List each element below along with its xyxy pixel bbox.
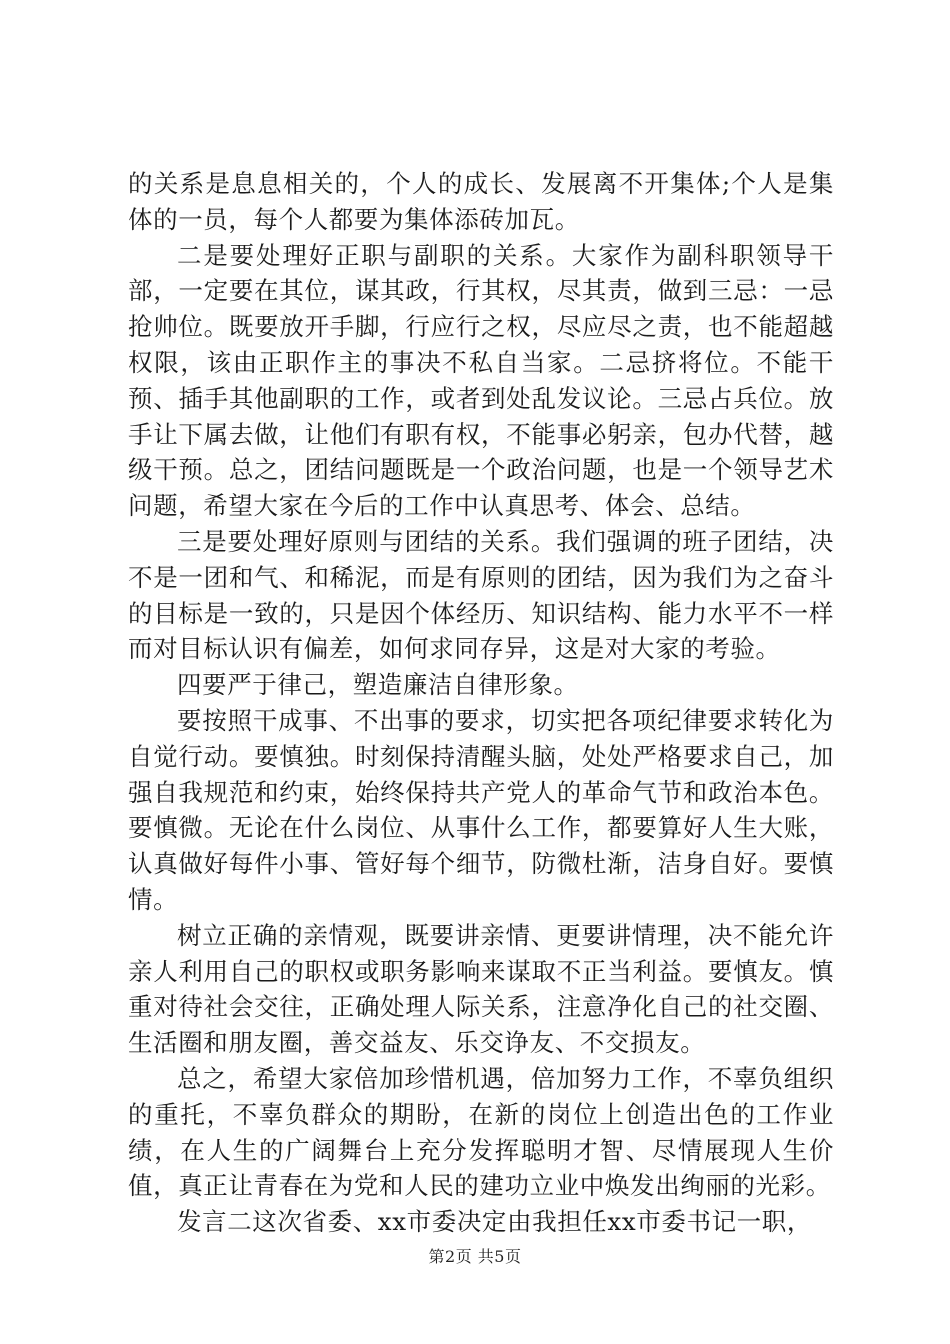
paragraph-discipline-requirements: 要按照干成事、不出事的要求，切实把各项纪律要求转化为自觉行动。要慎独。时刻保持清醒头脑，处处严格要求自己，加强自我规范和约束，始终保持共产党人的革命气节和政治本色。要慎微。无论在什么岗位、从事什么工作，都要算好人生大账，认真做好每件小事、管好每个细节，防微杜渐，洁身自好。要慎情。 [128, 705, 834, 914]
paragraph-conclusion: 总之，希望大家倍加珍惜机遇，倍加努力工作，不辜负组织的重托，不辜负群众的期盼，在新的岗位上创造出色的工作业绩，在人生的广阔舞台上充分发挥聪明才智、尽情展现人生价值，真正让青春在为党和人民的建功立业中焕发出绚丽的光彩。 [128, 1063, 834, 1201]
paragraph-family-friends: 树立正确的亲情观，既要讲亲情、更要讲情理，决不能允许亲人利用自己的职权或职务影响来谋取不正当利益。要慎友。慎重对待社会交往，正确处理人际关系，注意净化自己的社交圈、生活圈和朋友圈，善交益友、乐交诤友、不交损友。 [128, 920, 834, 1058]
paragraph-self-discipline-heading: 四要严于律己，塑造廉洁自律形象。 [177, 670, 579, 700]
paragraph-principle-unity: 三是要处理好原则与团结的关系。我们强调的班子团结，决不是一团和气、和稀泥，而是有原则的团结，因为我们为之奋斗的目标是一致的，只是因个体经历、知识结构、能力水平不一样而对目标认识有偏差，如何求同存异，这是对大家的考验。 [128, 526, 834, 664]
paragraph-speech-two: 发言二这次省委、xx市委决定由我担任xx市委书记一职， [177, 1207, 812, 1237]
page-number-footer: 第2页 共5页 [428, 1247, 522, 1266]
paragraph-deputy-relationship: 二是要处理好正职与副职的关系。大家作为副科职领导干部，一定要在其位，谋其政，行其权，尽其责，做到三忌：一忌抢帅位。既要放开手脚，行应行之权，尽应尽之责，也不能超越权限，该由正职作主的事决不私自当家。二忌挤将位。不能干预、插手其他副职的工作，或者到处乱发议论。三忌占兵位。放手让下属去做，让他们有职有权，不能事必躬亲，包办代替，越级干预。总之，团结问题既是一个政治问题，也是一个领导艺术问题，希望大家在今后的工作中认真思考、体会、总结。 [128, 240, 834, 521]
paragraph-continuation: 的关系是息息相关的，个人的成长、发展离不开集体;个人是集体的一员，每个人都要为集体添砖加瓦。 [128, 169, 834, 234]
document-body [128, 166, 834, 1240]
